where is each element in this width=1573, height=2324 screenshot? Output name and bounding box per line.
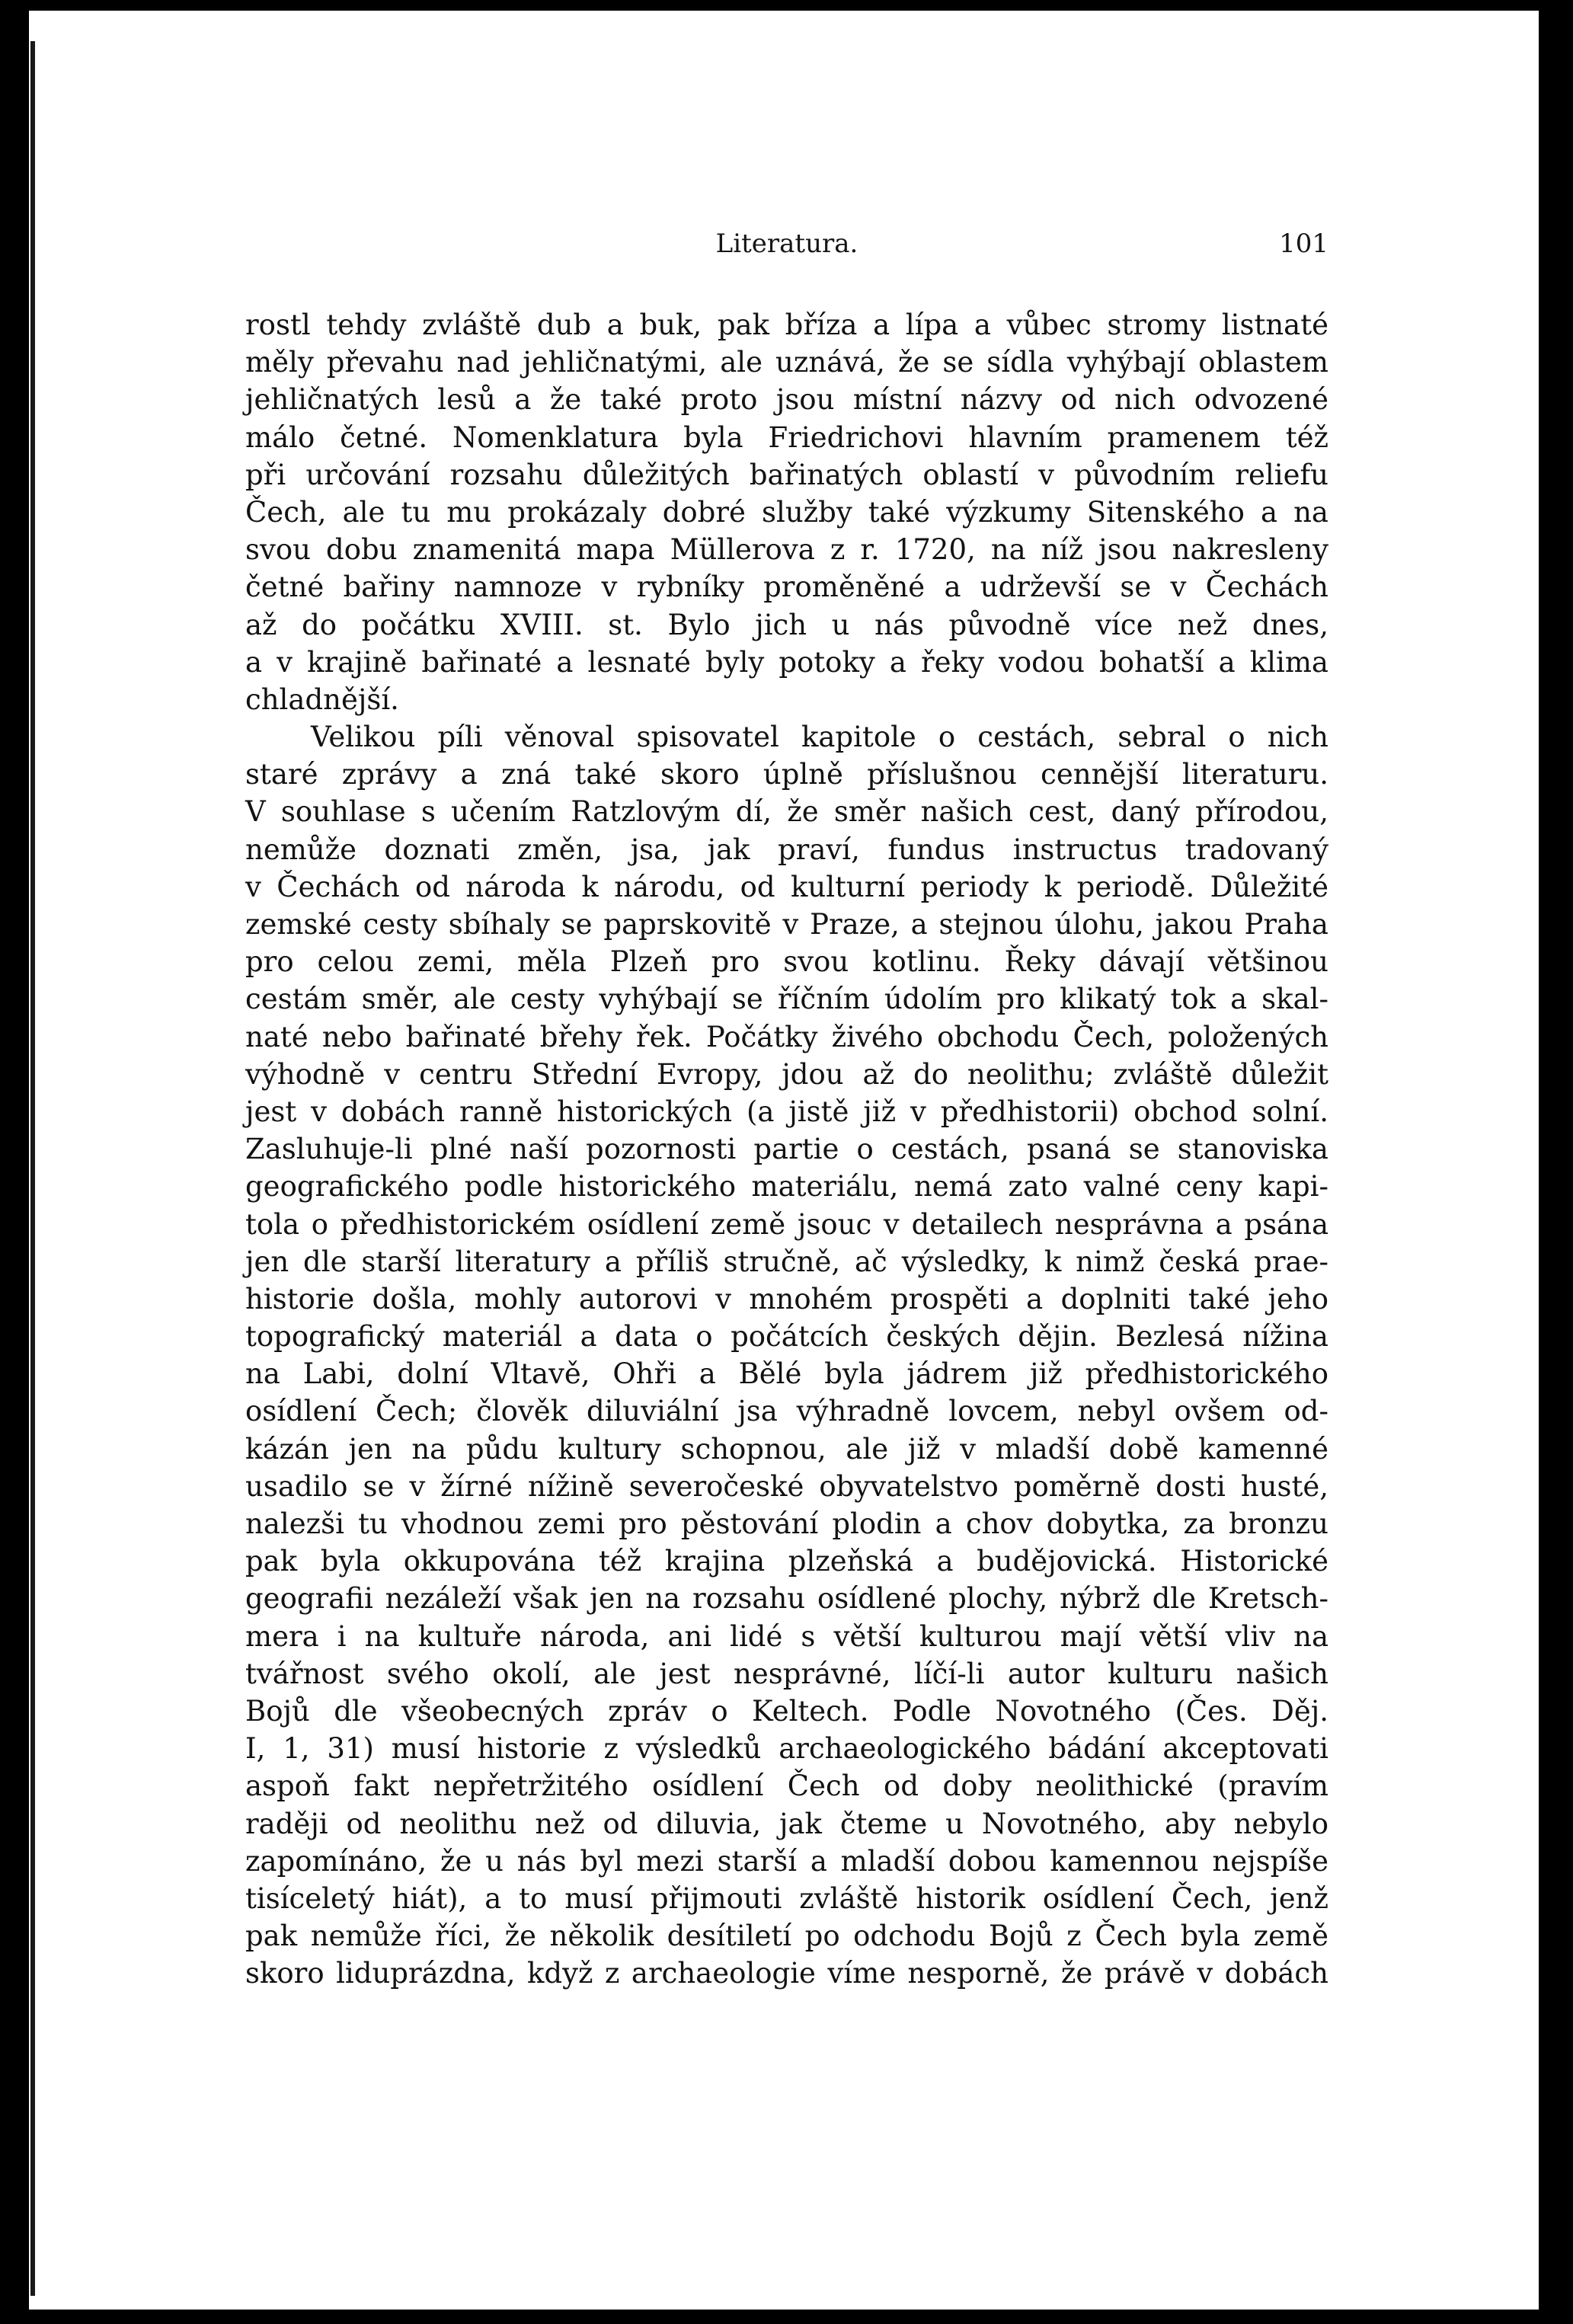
text-line: pro celou zemi, měla Plzeň pro svou kotlinu. Řeky dávají většinou <box>245 945 1328 979</box>
text-line: zapomínáno, že u nás byl mezi starší a mladší dobou kamennou nejspíše <box>245 1844 1328 1878</box>
text-line: Zasluhuje-li plné naší pozornosti partie o cestách, psaná se stanoviska <box>245 1133 1328 1166</box>
text-line: a v krajině bařinaté a lesnaté byly potoky a řeky vodou bohatší a klima <box>245 645 1328 679</box>
text-line: tola o předhistorickém osídlení země jsouc v detailech nesprávna a psána <box>245 1207 1328 1241</box>
text-line: usadilo se v žírné nížině severočeské obyvatelstvo poměrně dosti husté, <box>245 1469 1328 1503</box>
running-head: Literatura. <box>715 229 858 259</box>
text-line: geografického podle historického materiálu, nemá zato valné ceny kapi- <box>245 1170 1328 1204</box>
paragraph-end-line: chladnější. <box>245 682 399 716</box>
text-line: v Čechách od národa k národu, od kulturní periody k periodě. Důležité <box>245 870 1328 903</box>
text-line: kázán jen na půdu kultury schopnou, ale již v mladší době kamenné <box>245 1432 1328 1466</box>
text-line: cestám směr, ale cesty vyhýbají se říčním údolím pro klikatý tok a skal- <box>245 983 1328 1016</box>
text-line: Čech, ale tu mu prokázaly dobré služby také výzkumy Sitenského a na <box>245 495 1328 529</box>
text-line: aspoň fakt nepřetržitého osídlení Čech od doby neolithické (pravím <box>245 1769 1328 1803</box>
paragraph-first-line: Velikou píli věnoval spisovatel kapitole o cestách, sebral o nich <box>311 721 1328 754</box>
text-line: geografii nezáleží však jen na rozsahu osídlené plochy, nýbrž dle Kretsch- <box>245 1582 1328 1616</box>
body-text <box>245 306 1328 1992</box>
text-line: naté nebo bařinaté břehy řek. Počátky živého obchodu Čech, položených <box>245 1020 1328 1053</box>
text-line: skoro liduprázdna, když z archaeologie víme nesporně, že právě v dobách <box>245 1957 1328 1990</box>
page-edge-line <box>30 41 35 2296</box>
text-line: historie došla, mohly autorovi v mnohém prospěti a doplniti také jeho <box>245 1282 1328 1315</box>
text-line: měly převahu nad jehličnatými, ale uznává, že se sídla vyhýbají oblastem <box>245 346 1328 379</box>
text-line: staré zprávy a zná také skoro úplně příslušnou cennější literaturu. <box>245 758 1328 791</box>
text-line: při určování rozsahu důležitých bařinatých oblastí v původním reliefu <box>245 458 1328 491</box>
text-line: svou dobu znamenitá mapa Müllerova z r. 1720, na níž jsou nakresleny <box>245 533 1328 567</box>
page-number: 101 <box>1279 229 1328 259</box>
text-line: Bojů dle všeobecných zpráv o Keltech. Podle Novotného (Čes. Děj. <box>245 1694 1328 1728</box>
page-header <box>245 229 1328 267</box>
text-line: málo četné. Nomenklatura byla Friedrichovi hlavním pramenem též <box>245 420 1328 454</box>
text-line: jehličnatých lesů a že také proto jsou místní názvy od nich odvozené <box>245 383 1328 417</box>
text-line: nemůže doznati změn, jsa, jak praví, fundus instructus tradovaný <box>245 833 1328 866</box>
book-page <box>29 11 1539 2310</box>
text-line: mera i na kultuře národa, ani lidé s větší kulturou mají větší vliv na <box>245 1619 1328 1653</box>
text-line: výhodně v centru Střední Evropy, jdou až do neolithu; zvláště důležit <box>245 1057 1328 1091</box>
text-line: nalezši tu vhodnou zemi pro pěstování plodin a chov dobytka, za bronzu <box>245 1507 1328 1540</box>
text-line: tvářnost svého okolí, ale jest nesprávné, líčí-li autor kulturu našich <box>245 1657 1328 1690</box>
text-line: pak nemůže říci, že několik desítiletí po odchodu Bojů z Čech byla země <box>245 1920 1328 1953</box>
text-line: jen dle starší literatury a příliš stručně, ač výsledky, k nimž česká prae- <box>245 1245 1328 1278</box>
text-line: topografický materiál a data o počátcích českých dějin. Bezlesá nížina <box>245 1320 1328 1354</box>
text-line: pak byla okkupována též krajina plzeňská a budějovická. Historické <box>245 1545 1328 1578</box>
text-line: jest v dobách ranně historických (a jistě již v předhistorii) obchod solní. <box>245 1095 1328 1128</box>
text-line: na Labi, dolní Vltavě, Ohři a Bělé byla jádrem již předhistorického <box>245 1357 1328 1391</box>
text-line: I, 1, 31) musí historie z výsledků archaeologického bádání akceptovati <box>245 1732 1328 1766</box>
text-line: rostl tehdy zvláště dub a buk, pak bříza a lípa a vůbec stromy listnaté <box>245 308 1328 341</box>
text-line: až do počátku XVIII. st. Bylo jich u nás původně více než dnes, <box>245 608 1328 641</box>
text-line: osídlení Čech; člověk diluviální jsa výhradně lovcem, nebyl ovšem od- <box>245 1395 1328 1428</box>
text-line: tisíceletý hiát), a to musí přijmouti zvláště historik osídlení Čech, jenž <box>245 1881 1328 1915</box>
text-line: V souhlase s učením Ratzlovým dí, že směr našich cest, daný přírodou, <box>245 795 1328 829</box>
text-line: raději od neolithu než od diluvia, jak čteme u Novotného, aby nebylo <box>245 1807 1328 1840</box>
text-line: zemské cesty sbíhaly se paprskovitě v Praze, a stejnou úlohu, jakou Praha <box>245 908 1328 941</box>
text-line: četné bařiny namnoze v rybníky proměněné a udrževší se v Čechách <box>245 571 1328 604</box>
